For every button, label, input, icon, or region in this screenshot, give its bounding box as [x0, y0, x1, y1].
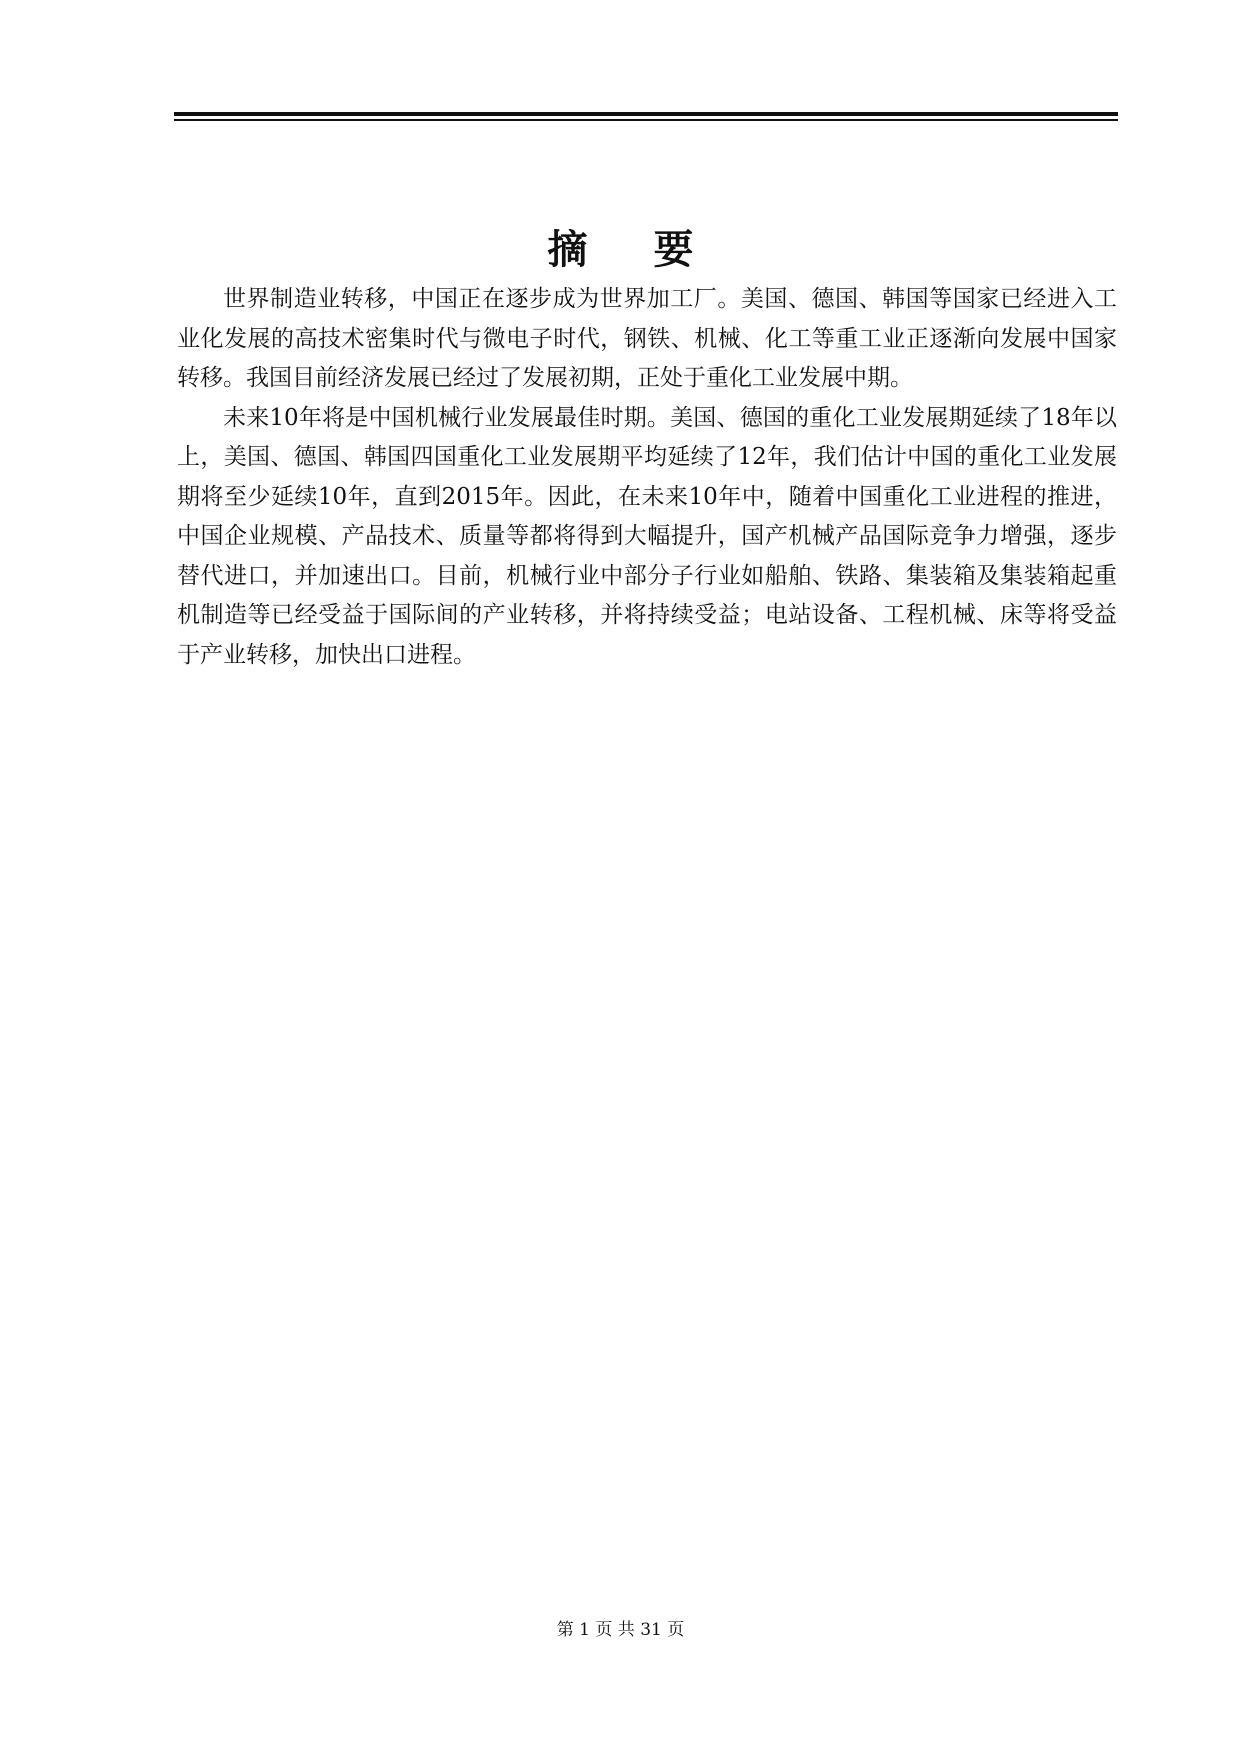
header-rule-thick [174, 112, 1118, 116]
header-rule-thin [174, 119, 1118, 121]
page-number-footer: 第 1 页 共 31 页 [556, 1620, 685, 1640]
paragraph-2: 未来10年将是中国机械行业发展最佳时期。美国、德国的重化工业发展期延续了18年以上，美国、德国、韩国四国重化工业发展期平均延续了12年，我们估计中国的重化工业发展期将至少延续10年，直到2015年。因此，在未来10年中，随着中国重化工业进程的推进，中国企业规模、产品技术、质量等都将得到大幅提升，国产机械产品国际竞争力增强，逐步替代进口，并加速出口。目前，机械行业中部分子行业如船舶、铁路、集装箱及集装箱起重机制造等已经受益于国际间的产业转移，并将持续受益；电站设备、工程机械、床等将受益于产业转移，加快出口进程。 [177, 404, 1117, 668]
abstract-body [177, 280, 1117, 675]
paragraph-1: 世界制造业转移，中国正在逐步成为世界加工厂。美国、德国、韩国等国家已经进入工业化发展的高技术密集时代与微电子时代，钢铁、机械、化工等重工业正逐渐向发展中国家转移。我国目前经济发展已经过了发展初期，正处于重化工业发展中期。 [177, 286, 1117, 391]
page-title: 摘要 [547, 227, 760, 273]
